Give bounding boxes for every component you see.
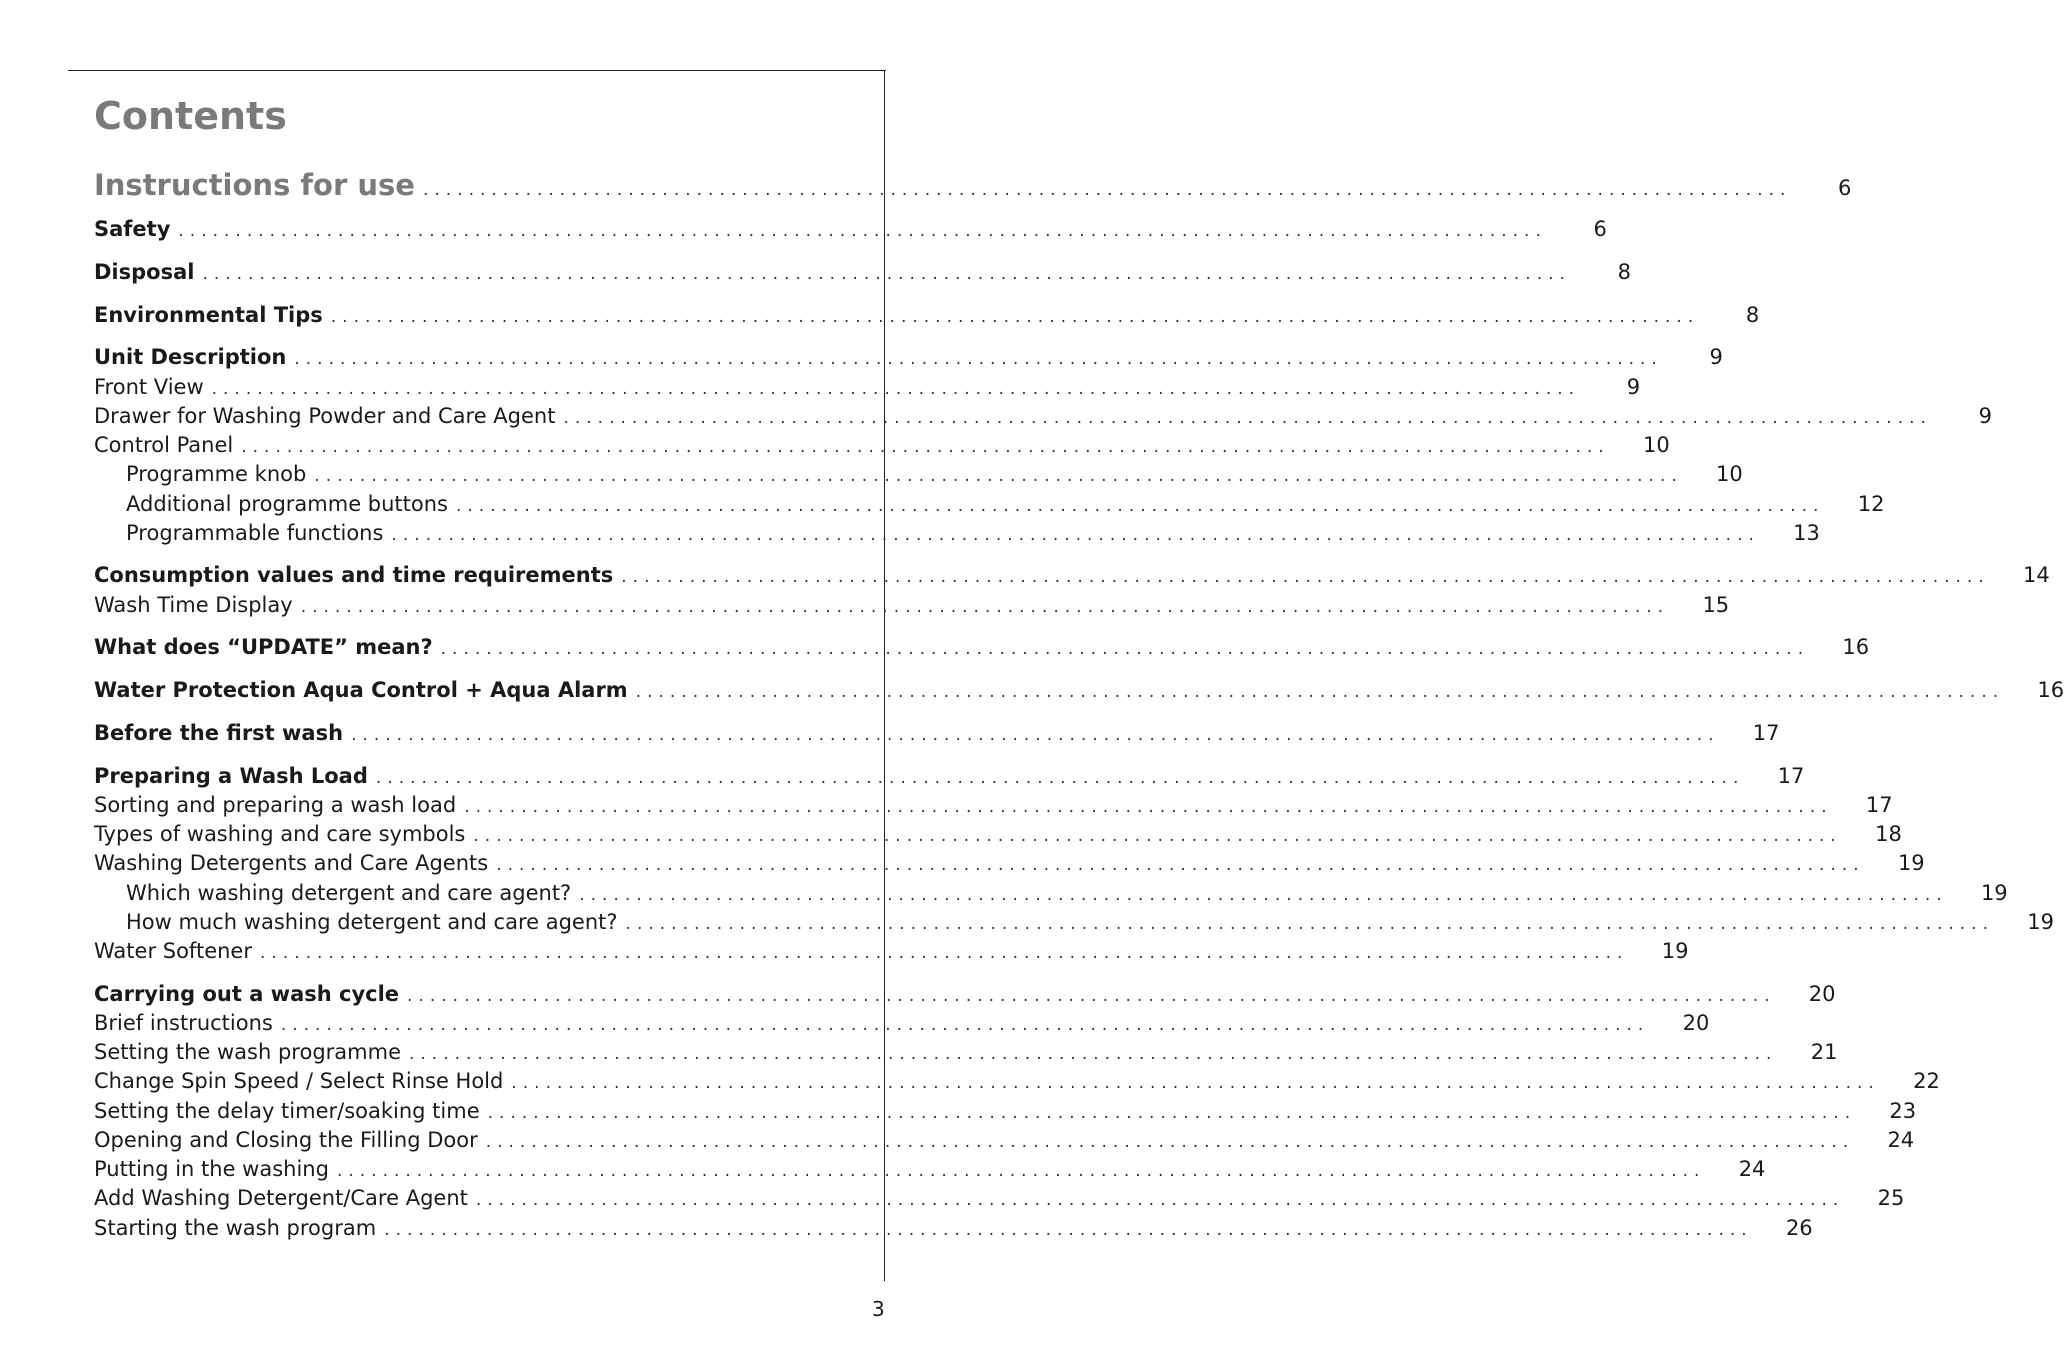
toc-entry[interactable]: [94, 790, 1893, 820]
toc-entry-label: Unit Description: [94, 345, 287, 369]
toc-entry[interactable]: [94, 372, 1641, 402]
toc-entry-label: Programme knob: [126, 462, 307, 486]
toc-entry[interactable]: [94, 936, 1689, 966]
toc-entry-page: 16: [2037, 678, 2064, 702]
toc-entry[interactable]: [94, 761, 1805, 791]
toc-entry-page: 16: [1842, 635, 1870, 659]
top-rule: [68, 70, 886, 71]
toc-entry-label: How much washing detergent and care agent?: [126, 910, 618, 934]
toc-dot-leader: ........................................................................................................................: [456, 496, 1825, 516]
toc-entry-label: Front View: [94, 375, 204, 399]
toc-entry-page: 26: [1785, 1216, 1813, 1240]
toc-entry-page: 19: [1980, 881, 2008, 905]
toc-entry-label: Types of washing and care symbols: [94, 822, 466, 846]
toc-entry-page: 6: [1838, 176, 1852, 200]
toc-entry-label: Starting the wash program: [94, 1216, 377, 1240]
toc-entry-page: 22: [1913, 1069, 1940, 1093]
toc-entry-page: 25: [1877, 1186, 1905, 1210]
toc-entry-label: Safety: [94, 217, 171, 241]
toc-entry[interactable]: [94, 489, 1885, 519]
toc-entry-page: 19: [1661, 939, 1689, 963]
toc-dot-leader: ........................................................................................................................: [511, 1073, 1880, 1093]
toc-entry[interactable]: [94, 1037, 1838, 1067]
toc-entry-page: 14: [2023, 563, 2050, 587]
toc-entry[interactable]: [94, 560, 2050, 590]
toc-entry[interactable]: [94, 1154, 1766, 1184]
toc-entry-page: 21: [1810, 1040, 1838, 1064]
toc-entry-page: 9: [1978, 404, 1992, 428]
toc-entry-page: 13: [1793, 521, 1820, 545]
toc-entry-page: 17: [1865, 793, 1893, 817]
toc-entry-label: Instructions for use: [94, 168, 415, 202]
toc-dot-leader: ........................................................................................................................: [336, 1161, 1706, 1181]
toc-entry[interactable]: [94, 168, 1852, 202]
toc-dot-leader: ........................................................................................................................: [625, 914, 1995, 934]
toc-dot-leader: ........................................................................................................................: [314, 466, 1683, 486]
toc-dot-leader: ........................................................................................................................: [635, 682, 2005, 702]
toc-entry-label: Putting in the washing: [94, 1157, 329, 1181]
toc-entry-label: Setting the wash programme: [94, 1040, 401, 1064]
toc-entry[interactable]: [94, 1125, 1915, 1155]
toc-entry[interactable]: [94, 1096, 1917, 1126]
toc-dot-leader: ........................................................................................................................: [178, 221, 1547, 241]
toc-entry-page: 10: [1716, 462, 1743, 486]
toc-entry-label: Programmable functions: [126, 521, 384, 545]
toc-entry-label: Which washing detergent and care agent?: [126, 881, 572, 905]
toc-entry[interactable]: [94, 401, 1992, 431]
toc-entry[interactable]: [94, 342, 1723, 372]
toc-dot-leader: ........................................................................................................................: [351, 725, 1720, 745]
page-title: Contents: [94, 94, 287, 138]
toc-entry-page: 23: [1889, 1099, 1917, 1123]
toc-entry-label: Brief instructions: [94, 1011, 273, 1035]
toc-entry-page: 24: [1738, 1157, 1766, 1181]
toc-entry[interactable]: [94, 979, 1836, 1009]
toc-entry-label: Preparing a Wash Load: [94, 764, 368, 788]
toc-entry[interactable]: [94, 1183, 1905, 1213]
toc-dot-leader: ........................................................................................................................: [485, 1132, 1855, 1152]
toc-entry-label: Environmental Tips: [94, 303, 323, 327]
toc-dot-leader: ........................................................................................................................: [300, 597, 1670, 617]
toc-dot-leader: ........................................................................................................................: [259, 943, 1629, 963]
toc-entry-page: 12: [1857, 492, 1885, 516]
toc-entry-label: Add Washing Detergent/Care Agent: [94, 1186, 468, 1210]
toc-entry[interactable]: [94, 214, 1607, 244]
toc-entry-label: Opening and Closing the Filling Door: [94, 1128, 478, 1152]
toc-dot-leader: ........................................................................................................................: [211, 379, 1581, 399]
toc-dot-leader: ........................................................................................................................: [473, 826, 1842, 846]
toc-entry[interactable]: [94, 819, 1902, 849]
toc-entry[interactable]: [94, 590, 1730, 620]
toc-entry[interactable]: [94, 878, 2008, 908]
toc-dot-leader: ........................................................................................................................: [440, 639, 1810, 659]
toc-entry[interactable]: [94, 848, 1925, 878]
toc-entry-page: 20: [1682, 1011, 1710, 1035]
toc-entry-page: 15: [1702, 593, 1730, 617]
toc-dot-leader: ........................................................................................................................: [579, 885, 1948, 905]
toc-entry-label: Additional programme buttons: [126, 492, 448, 516]
toc-dot-leader: ........................................................................................................................: [241, 437, 1610, 457]
toc-entry[interactable]: [94, 907, 2055, 937]
toc-entry[interactable]: [94, 675, 2064, 705]
toc-entry-label: Water Protection Aqua Control + Aqua Alarm: [94, 678, 628, 702]
toc-dot-leader: ........................................................................................................................: [391, 525, 1760, 545]
toc-entry-page: 9: [1626, 375, 1641, 399]
toc-entry-label: Drawer for Washing Powder and Care Agent: [94, 404, 556, 428]
toc-dot-leader: ........................................................................................................................: [496, 855, 1865, 875]
toc-dot-leader: ........................................................................................................................: [422, 180, 1792, 200]
toc-entry[interactable]: [94, 300, 1760, 330]
toc-dot-leader: ........................................................................................................................: [487, 1103, 1857, 1123]
toc-entry[interactable]: [94, 459, 1743, 489]
toc-dot-leader: ........................................................................................................................: [407, 986, 1776, 1006]
toc-entry-label: Before the first wash: [94, 721, 344, 745]
toc-entry-page: 6: [1593, 217, 1607, 241]
toc-entry[interactable]: [94, 718, 1780, 748]
toc-dot-leader: ........................................................................................................................: [375, 768, 1745, 788]
toc-entry-label: Washing Detergents and Care Agents: [94, 851, 489, 875]
toc-dot-leader: ........................................................................................................................: [621, 567, 1990, 587]
toc-dot-leader: ........................................................................................................................: [294, 349, 1663, 369]
toc-dot-leader: ........................................................................................................................: [563, 408, 1932, 428]
toc-dot-leader: ........................................................................................................................: [280, 1015, 1650, 1035]
toc-entry-label: Sorting and preparing a wash load: [94, 793, 457, 817]
toc-dot-leader: ........................................................................................................................: [475, 1190, 1845, 1210]
toc-entry-label: Disposal: [94, 260, 195, 284]
toc-entry[interactable]: [94, 430, 1670, 460]
toc-entry[interactable]: [94, 632, 1870, 662]
toc-entry-label: Water Softener: [94, 939, 252, 963]
toc-entry-label: Consumption values and time requirements: [94, 563, 614, 587]
toc-dot-leader: ........................................................................................................................: [202, 264, 1571, 284]
toc-entry-page: 19: [2027, 910, 2055, 934]
toc-dot-leader: ........................................................................................................................: [409, 1044, 1778, 1064]
page-number: 3: [872, 1297, 885, 1321]
toc-entry-label: Change Spin Speed / Select Rinse Hold: [94, 1069, 504, 1093]
toc-entry-label: Wash Time Display: [94, 593, 293, 617]
toc-entry-page: 10: [1642, 433, 1670, 457]
toc-entry[interactable]: [94, 1213, 1813, 1243]
toc-dot-leader: ........................................................................................................................: [384, 1220, 1753, 1240]
toc-dot-leader: ........................................................................................................................: [330, 307, 1700, 327]
toc-entry-page: 8: [1617, 260, 1631, 284]
toc-entry-label: Setting the delay timer/soaking time: [94, 1099, 480, 1123]
toc-entry-label: What does “UPDATE” mean?: [94, 635, 433, 659]
toc-entry-page: 17: [1777, 764, 1805, 788]
toc-entry-label: Control Panel: [94, 433, 234, 457]
toc-entry[interactable]: [94, 518, 1820, 548]
toc-entry-page: 8: [1745, 303, 1760, 327]
toc-entry-page: 24: [1887, 1128, 1915, 1152]
toc-dot-leader: ........................................................................................................................: [464, 797, 1833, 817]
toc-entry-page: 18: [1875, 822, 1902, 846]
toc-entry[interactable]: [94, 1066, 1940, 1096]
toc-entry-page: 9: [1709, 345, 1723, 369]
toc-entry[interactable]: [94, 1008, 1710, 1038]
toc-entry-page: 20: [1808, 982, 1836, 1006]
toc-entry[interactable]: [94, 257, 1631, 287]
toc-entry-page: 17: [1752, 721, 1780, 745]
toc-entry-label: Carrying out a wash cycle: [94, 982, 400, 1006]
toc-entry-page: 19: [1897, 851, 1925, 875]
